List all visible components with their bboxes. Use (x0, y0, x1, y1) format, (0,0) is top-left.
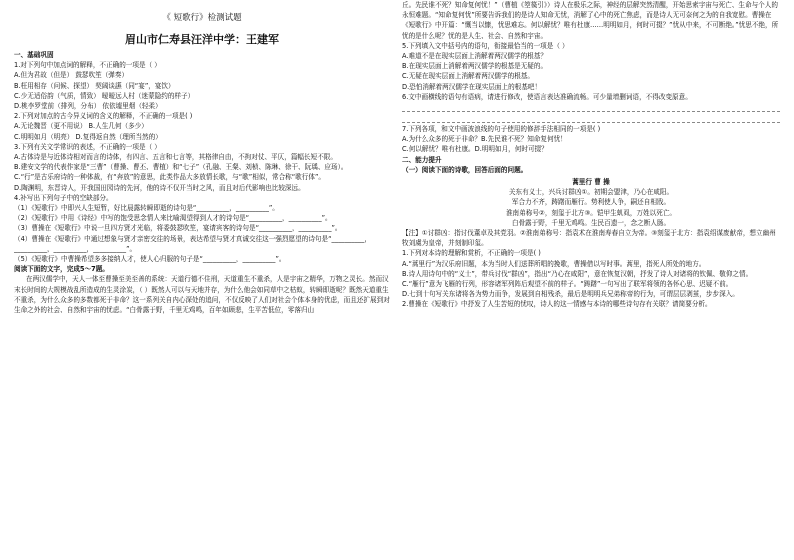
right-paragraph: 1.下列对本诗的理解和赏析，不正确的一项是( ) (402, 249, 541, 258)
right-poem-line: 淮南弟称号②，刻玺于北方③。铠甲生虮虱，万姓以死亡。 (505, 208, 677, 217)
right-paragraph: C.“雁行”意为飞雁的行列，形容诸军列阵后观望不前的样子。“踌躇”一句写出了联军将领的各怀心思、迟疑不前。 (402, 280, 733, 289)
right-paragraph: A.“蒿里行”为汉乐府旧题，本为当时人们送葬所唱的挽歌，曹操借以写时事。蒿里，指死人所处的地方。 (402, 259, 706, 268)
right-paragraph: B.诗人用诗句中的“义士”，带兵讨伐“群凶”，指出“乃心在咸阳”，意在恢复汉朝，抒发了诗人对诸将的钦佩、敬仰之情。 (402, 269, 753, 278)
answer-line (402, 102, 780, 112)
left-section-heading: 一、基础巩固 (14, 51, 54, 59)
left-column (14, 0, 390, 560)
left-paragraph: 4.补写出下列句子中的空缺部分。 (14, 193, 113, 202)
left-paragraph: 在两汉儒学中，天人一体至曹操至美至善的系统：天道行德不住刑，天道重生不重杀，人是宇宙之精华，万物之灵长。然而汉末长时间的大规模战乱所造成的生灵涂炭，（ ）既然人可以与天地并存，为什么他会如同草中之枯蚁，转瞬即逝呢？既然天道重生不重杀，为什么众多的多数都死于非命？这一系列关自内心深处的追问，不仅反映了人们对社会个体本身的优虑，而且还扩展到对生命之外的社会、自然和宇宙的忧虑。“白骨露于野，千里无鸡鸣，百年如顾悲，生平苦低位，零落归山 (14, 275, 390, 315)
left-section-heading: 阅读下面的文字，完成5～7题。 (14, 265, 109, 274)
right-paragraph: D.七到十句写关东诸将各为势力而争，发展到自相残杀，最后是明明兵兄弟称帝的行为，可谓层层剥茧，步步深入。 (402, 290, 739, 299)
right-paragraph: 7.下列各项，和文中画波浪线的句子使用的修辞手法相同的一项是( ) (402, 125, 601, 134)
left-paragraph: （5）《短歌行》中曹操希望多多接纳人才，使人心归服的句子是“__________，__________”。 (14, 255, 286, 264)
right-paragraph: 【注】①讨群凶：指讨伐董卓及其党羽。②淮南弟称号：指袁术在淮南寿春自立为帝。③刻玺于北方：指袁绍谋废献帝，想立幽州牧刘虞为皇帝，并刻制印玺。 (402, 229, 776, 248)
left-paragraph: A.无论魏晋（更不用说） B.人生几何（多少） (14, 122, 148, 131)
left-paragraph: （3）曹操在《短歌行》中说一旦四方贤才光临，将委鼓瑟吹笙，宴请宾客的诗句是“__________，__________”。 (14, 224, 342, 233)
right-poem-title: 蒿里行 曹 操 (572, 178, 610, 187)
left-paragraph: 2.下列对加点的古今异义词的含义的解释，不正确的一项是( ) (14, 112, 193, 121)
right-paragraph: 2.曹操在《短歌行》中抒发了人生苦短的忧叹，诗人的这一情感与本诗的哪些诗句存有关联？请简要分析。 (402, 300, 712, 309)
left-paragraph: D.桃李罗堂前（排列，分布） 依依墟里烟（轻柔） (14, 102, 162, 111)
right-paragraph: 丘。先民谁不死？知命复何忧！”（曹植《箜篌引》）诗人在极乐之际，神经的层解突然清醒，开始思索宇宙与死亡、生命与个人的永恒难题。“知命复何忧”所要告诉我们的是诗人知命无忧，消解了心中的死亡焦虑，而是诗人无可奈何之为的自我宽慰。曹操在《短歌行》中开篇：“慨当以慷，忧思难忘。何以解忧？唯有杜康……明明如月，何时可掇？”忧从中来，不可断绝。”忧思不绝，所忧的是什么呢？忧的是人生、社会、自然和宇宙。 (402, 1, 779, 40)
right-paragraph: C.无疑在现实层面上消解着两汉儒学的根基。 (402, 72, 534, 81)
answer-line (402, 113, 780, 123)
right-column (402, 0, 780, 560)
right-paragraph: 5.下列填入文中括号内的语句，衔接最恰当的一项是（ ） (402, 41, 569, 50)
left-paragraph: （1）《短歌行》中即兴人生短暂，好比晨露转瞬即逝的诗句是“__________，__________”。 (14, 204, 279, 213)
right-section-heading: 二、能力提升 (402, 155, 442, 164)
right-paragraph: 6.文中画横线的语句有语病，请进行修改，使语言表达准确流畅。可少量增删词语，不得改变原意。 (402, 92, 692, 101)
document-title: 《 短歌行》检测试题 (162, 13, 242, 23)
left-paragraph: C.明明如月（明亮） D.复得返自然（理所当然的） (14, 132, 162, 141)
left-paragraph: D.陶渊明，东晋诗人，开我国田园诗的先河，他的诗不仅开当时之风，而且对后代影响也比较深远。 (14, 183, 305, 192)
right-paragraph: A.为什么众多的死于非命？B.先民谁不死？知命复何忧！ (402, 135, 567, 144)
right-poem-line: 军合力不齐，踌躇而雁行。势利使人争，嗣还自相戕。 (511, 198, 671, 207)
right-body (402, 0, 780, 310)
right-paragraph: B.在现实层面上消解着两汉儒学的根基是无疑的。 (402, 62, 548, 71)
left-paragraph: 1.对下列句中加点词的解释，不正确的一项是（ ） (14, 61, 161, 70)
right-paragraph: C.何以解忧？唯有杜康。D.明明如月，何时可掇？ (402, 145, 548, 154)
left-paragraph: 3.下列有关文学常识的表述，不正确的一项是（ ） (14, 142, 161, 151)
document-subtitle: 眉山市仁寿县汪洋中学：王建军 (125, 33, 279, 46)
left-paragraph: B.枉用相存（问候、探望） 契阔谈讌（同“宴”，宴饮） (14, 81, 175, 90)
right-paragraph: A.难道不是在现实层面上消解着两汉儒学的根基？ (402, 52, 547, 61)
left-paragraph: C.“行”是古乐府诗的一种体裁，有“奔放”的意思，此类作品大多放情长歌，与“歌”相似，常合称“歌行体”。 (14, 173, 325, 182)
right-section-heading: （一）阅读下面的诗歌，回答后面的问题。 (402, 165, 528, 174)
left-body (14, 50, 390, 315)
right-poem-line: 关东有义士，兴兵讨群凶①。初期会盟津，乃心在咸阳。 (508, 188, 674, 197)
right-paragraph: D.恐怕消解着两汉儒学在现实层面上的根基吧！ (402, 82, 542, 91)
left-paragraph: A.但为君故（但是） 鼓瑟吹笙（弹奏） (14, 71, 129, 80)
left-paragraph: B.建安文学的代表作家是“三曹”（曹操、曹丕、曹植）和“七子”（孔融、王粲、刘桢、陈琳、徐干、阮瑀、应玚）。 (14, 163, 348, 172)
right-poem-line: 白骨露于野，千里无鸡鸣。生民百遗一，念之断人肠。 (511, 218, 671, 227)
left-paragraph: A.古体诗是与近体诗相对而言的诗体，有四言、五言和七言等，其格律自由，不拘对仗、平仄，篇幅长短不限。 (14, 153, 337, 162)
left-paragraph: （4）曹操在《短歌行》中通过想象与贤才亲密交往的场景，表达希望与贤才真诚交往这一强烈愿望的诗句是“__________，__________，__________，__________”。 (14, 234, 372, 253)
left-paragraph: C.少无适俗韵（气质，情致） 暧暧远人村（迷蒙隐约的样子） (14, 91, 195, 100)
left-paragraph: （2）《短歌行》中用《诗经》中写的饱受思念情人来比喻渴望得到人才的诗句是“__________，__________”。 (14, 214, 332, 223)
